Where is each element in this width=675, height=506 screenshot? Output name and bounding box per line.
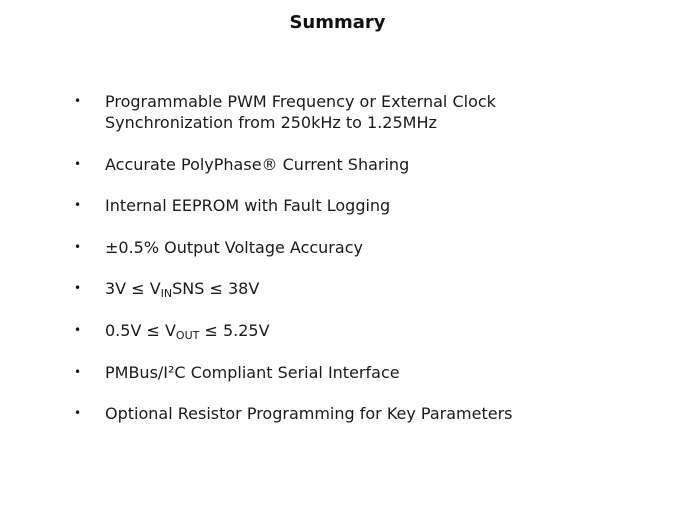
bullet-text: ±0.5% Output Voltage Accuracy (105, 238, 363, 257)
bullet-text (105, 278, 575, 299)
bullet-text-pre: 0.5V ≤ V (105, 321, 176, 340)
bullet-text (105, 91, 575, 133)
bullet-text: Optional Resistor Programming for Key Parameters (105, 404, 513, 423)
bullet-icon: • (74, 94, 82, 108)
bullet-icon: • (74, 198, 82, 212)
bullet-icon: • (74, 240, 82, 254)
subscript: OUT (175, 329, 200, 342)
bullet-icon: • (74, 157, 82, 171)
bullet-text: Accurate PolyPhase® Current Sharing (105, 155, 410, 174)
bullet-text (105, 320, 575, 341)
bullet-text: Internal EEPROM with Fault Logging (105, 196, 391, 215)
subscript: IN (160, 287, 173, 300)
bullet-text: PMBus/I²C Compliant Serial Interface (105, 363, 400, 382)
bullet-text-pre: 3V ≤ V (105, 279, 161, 298)
bullet-text-line: Programmable PWM Frequency or External Clock (105, 92, 496, 111)
bullet-text-post: SNS ≤ 38V (172, 279, 260, 298)
bullet-icon: • (74, 365, 82, 379)
bullet-text-post: ≤ 5.25V (199, 321, 270, 340)
bullet-icon: • (74, 323, 82, 337)
slide-title: Summary (289, 12, 386, 33)
bullet-text-line: Synchronization from 250kHz to 1.25MHz (105, 113, 437, 132)
bullet-icon: • (74, 281, 82, 295)
bullet-icon: • (74, 406, 82, 420)
